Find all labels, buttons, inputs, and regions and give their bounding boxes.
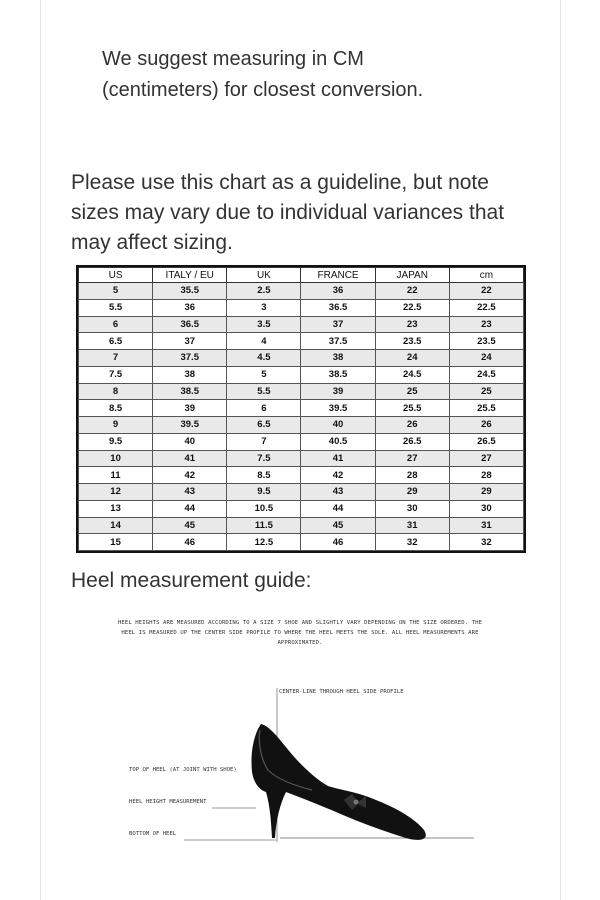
size-table-cell: 25 xyxy=(375,383,449,400)
size-table-cell: 26 xyxy=(449,417,523,434)
size-table-header-cell: FRANCE xyxy=(301,268,375,283)
size-table-cell: 45 xyxy=(301,517,375,534)
size-table-row xyxy=(79,450,524,467)
size-table-cell: 41 xyxy=(153,450,227,467)
size-table-row xyxy=(79,400,524,417)
size-table-cell: 25.5 xyxy=(449,400,523,417)
size-table-cell: 31 xyxy=(375,517,449,534)
size-table-cell: 37 xyxy=(153,333,227,350)
size-table-cell: 30 xyxy=(375,500,449,517)
size-table-cell: 26.5 xyxy=(375,433,449,450)
size-table-cell: 29 xyxy=(375,484,449,501)
size-table-cell: 23.5 xyxy=(375,333,449,350)
size-table-cell: 38.5 xyxy=(301,366,375,383)
size-table-cell: 26 xyxy=(375,417,449,434)
size-table-cell: 24.5 xyxy=(449,366,523,383)
size-table-cell: 45 xyxy=(153,517,227,534)
size-table-cell: 12 xyxy=(79,484,153,501)
size-table-cell: 7.5 xyxy=(79,366,153,383)
size-table-row xyxy=(79,383,524,400)
top-of-heel-label: TOP OF HEEL (AT JOINT WITH SHOE) xyxy=(129,767,237,773)
size-table-cell: 36.5 xyxy=(301,299,375,316)
heel-diagram xyxy=(100,680,500,850)
size-table-cell: 5.5 xyxy=(79,299,153,316)
size-table-cell: 14 xyxy=(79,517,153,534)
size-table-cell: 23.5 xyxy=(449,333,523,350)
size-table-cell: 2.5 xyxy=(227,283,301,300)
size-table-cell: 46 xyxy=(153,534,227,551)
chart-guideline-note: Please use this chart as a guideline, but note sizes may vary due to individual variances that may affect sizing. xyxy=(71,171,505,254)
size-table-cell: 46 xyxy=(301,534,375,551)
center-line-label: CENTER-LINE THROUGH HEEL SIDE PROFILE xyxy=(279,689,404,695)
size-table-cell: 39 xyxy=(301,383,375,400)
size-table-row xyxy=(79,299,524,316)
size-table-cell: 29 xyxy=(449,484,523,501)
size-table-cell: 36 xyxy=(301,283,375,300)
size-table-header-cell: UK xyxy=(227,268,301,283)
size-table-row xyxy=(79,283,524,300)
size-table-cell: 28 xyxy=(375,467,449,484)
size-table-header-cell: JAPAN xyxy=(375,268,449,283)
size-table-cell: 40 xyxy=(301,417,375,434)
size-table-cell: 25 xyxy=(449,383,523,400)
size-table-cell: 5 xyxy=(79,283,153,300)
size-table-cell: 5.5 xyxy=(227,383,301,400)
size-table-cell: 36.5 xyxy=(153,316,227,333)
size-table-cell: 38.5 xyxy=(153,383,227,400)
size-table-body xyxy=(79,283,524,551)
heel-guide-title: Heel measurement guide: xyxy=(71,569,312,592)
size-table-cell: 37 xyxy=(301,316,375,333)
size-table-cell: 15 xyxy=(79,534,153,551)
size-table-cell: 32 xyxy=(375,534,449,551)
size-table-cell: 27 xyxy=(449,450,523,467)
size-table-cell: 9.5 xyxy=(227,484,301,501)
size-table-cell: 25.5 xyxy=(375,400,449,417)
pump-shoe-icon xyxy=(251,724,425,840)
size-table-row xyxy=(79,333,524,350)
size-table-header-cell: cm xyxy=(449,268,523,283)
size-table-cell: 23 xyxy=(449,316,523,333)
size-table-cell: 7.5 xyxy=(227,450,301,467)
size-table-cell: 6 xyxy=(227,400,301,417)
size-table-cell: 43 xyxy=(153,484,227,501)
size-table-row xyxy=(79,316,524,333)
size-table-cell: 23 xyxy=(375,316,449,333)
size-table-cell: 24 xyxy=(449,350,523,367)
size-table xyxy=(78,267,524,551)
size-conversion-chart xyxy=(76,265,526,553)
size-table-cell: 36 xyxy=(153,299,227,316)
size-table-cell: 39.5 xyxy=(153,417,227,434)
size-table-cell: 41 xyxy=(301,450,375,467)
size-table-cell: 37.5 xyxy=(301,333,375,350)
size-table-row xyxy=(79,366,524,383)
heel-height-label: HEEL HEIGHT MEASUREMENT xyxy=(129,799,207,805)
size-table-header-cell: US xyxy=(79,268,153,283)
size-table-cell: 11.5 xyxy=(227,517,301,534)
size-table-cell: 30 xyxy=(449,500,523,517)
size-table-cell: 3.5 xyxy=(227,316,301,333)
size-table-cell: 37.5 xyxy=(153,350,227,367)
size-table-cell: 7 xyxy=(227,433,301,450)
size-table-cell: 40 xyxy=(153,433,227,450)
size-table-cell: 24 xyxy=(375,350,449,367)
size-table-cell: 44 xyxy=(153,500,227,517)
heel-guide-note: HEEL HEIGHTS ARE MEASURED ACCORDING TO A SIZE 7 SHOE AND SLIGHTLY VARY DEPENDING ON THE SIZE ORDERED. THE HEEL IS MEASURED UP THE CENTER SIDE PROFILE TO WHERE THE HEEL MEETS THE SOLE. ALL HEEL MEASUREMENTS ARE APPROXIMATED. xyxy=(117,620,483,646)
size-table-cell: 9 xyxy=(79,417,153,434)
size-table-cell: 6.5 xyxy=(79,333,153,350)
size-table-cell: 40.5 xyxy=(301,433,375,450)
size-table-row xyxy=(79,433,524,450)
size-table-header-cell: ITALY / EU xyxy=(153,268,227,283)
size-table-header-row xyxy=(79,268,524,283)
size-table-cell: 39.5 xyxy=(301,400,375,417)
size-table-cell: 22.5 xyxy=(449,299,523,316)
size-table-cell: 22 xyxy=(449,283,523,300)
size-table-cell: 9.5 xyxy=(79,433,153,450)
size-table-cell: 44 xyxy=(301,500,375,517)
size-table-row xyxy=(79,534,524,551)
page-right-edge xyxy=(560,0,561,900)
size-table-cell: 5 xyxy=(227,366,301,383)
bottom-of-heel-label: BOTTOM OF HEEL xyxy=(129,831,177,837)
size-table-cell: 38 xyxy=(153,366,227,383)
size-table-cell: 38 xyxy=(301,350,375,367)
size-table-cell: 31 xyxy=(449,517,523,534)
size-table-cell: 8 xyxy=(79,383,153,400)
size-table-cell: 10 xyxy=(79,450,153,467)
size-table-cell: 7 xyxy=(79,350,153,367)
size-table-cell: 42 xyxy=(301,467,375,484)
size-table-cell: 8.5 xyxy=(79,400,153,417)
size-table-cell: 26.5 xyxy=(449,433,523,450)
size-table-row xyxy=(79,467,524,484)
size-table-cell: 43 xyxy=(301,484,375,501)
size-table-cell: 6.5 xyxy=(227,417,301,434)
size-table-cell: 6 xyxy=(79,316,153,333)
size-table-cell: 27 xyxy=(375,450,449,467)
size-table-cell: 39 xyxy=(153,400,227,417)
size-table-cell: 35.5 xyxy=(153,283,227,300)
measuring-suggestion: We suggest measuring in CM (centimeters) for closest conversion. xyxy=(102,48,424,101)
size-table-cell: 3 xyxy=(227,299,301,316)
size-table-cell: 10.5 xyxy=(227,500,301,517)
size-table-cell: 28 xyxy=(449,467,523,484)
size-table-cell: 22 xyxy=(375,283,449,300)
size-table-cell: 42 xyxy=(153,467,227,484)
size-table-cell: 13 xyxy=(79,500,153,517)
size-table-cell: 32 xyxy=(449,534,523,551)
size-table-row xyxy=(79,500,524,517)
size-table-cell: 11 xyxy=(79,467,153,484)
size-table-row xyxy=(79,417,524,434)
size-table-cell: 12.5 xyxy=(227,534,301,551)
page-left-edge xyxy=(40,0,41,900)
size-table-cell: 4 xyxy=(227,333,301,350)
size-table-cell: 24.5 xyxy=(375,366,449,383)
size-table-cell: 4.5 xyxy=(227,350,301,367)
size-table-row xyxy=(79,484,524,501)
size-table-cell: 22.5 xyxy=(375,299,449,316)
size-table-row xyxy=(79,517,524,534)
size-table-cell: 8.5 xyxy=(227,467,301,484)
size-table-row xyxy=(79,350,524,367)
heel-diagram-svg xyxy=(100,680,500,850)
